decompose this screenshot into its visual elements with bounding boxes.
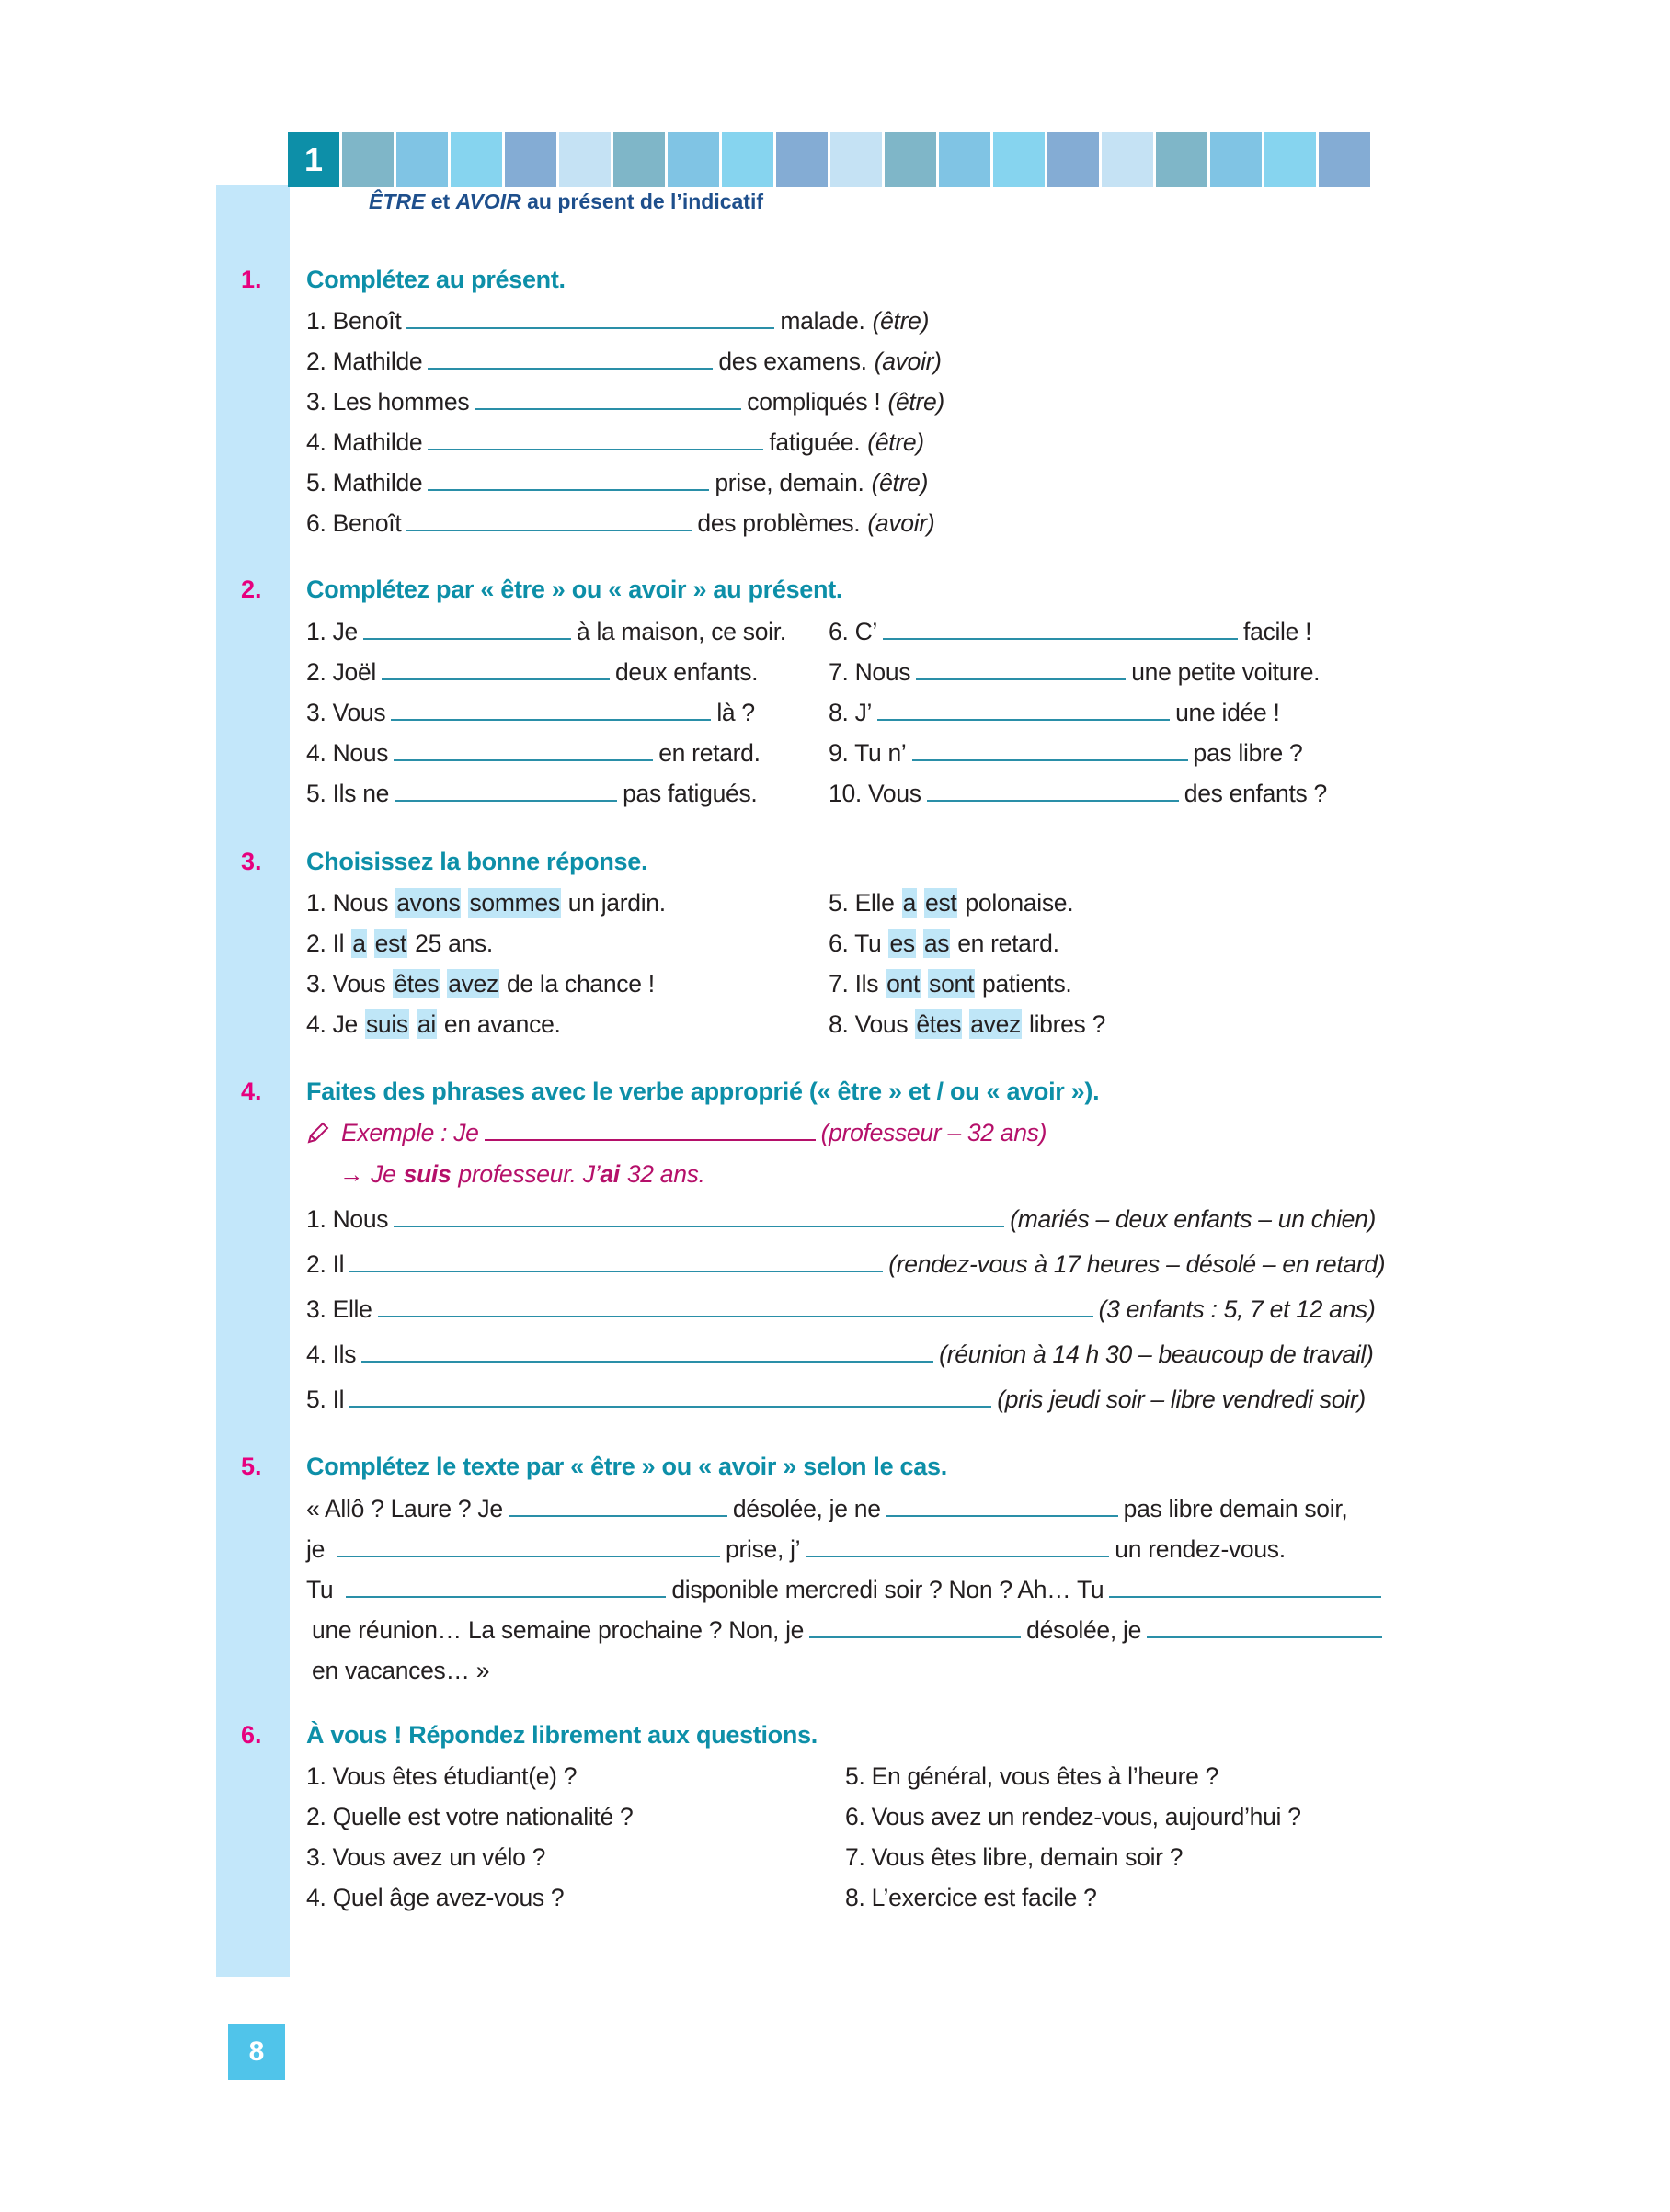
item-suffix: patients. <box>982 970 1072 998</box>
exercise-item <box>829 657 1320 687</box>
item-hint: (être) <box>867 428 924 456</box>
item-prefix: 3. Vous <box>306 970 386 998</box>
item-prefix: 2. Il <box>306 1250 345 1278</box>
choice-option[interactable]: as <box>923 929 950 957</box>
item-prefix: 8. J’ <box>829 699 873 726</box>
text-segment: désolée, je ne <box>732 1495 881 1522</box>
answer-blank[interactable] <box>806 1535 1109 1557</box>
subtitle-rest: au présent de l’indicatif <box>520 189 763 213</box>
item-prefix: 7. Ils <box>829 970 879 998</box>
item-prefix: 4. Mathilde <box>306 428 423 456</box>
question-item: 6. Vous avez un rendez-vous, aujourd’hui ? <box>845 1803 1301 1830</box>
item-prefix: 7. Nous <box>829 658 911 686</box>
choice-option[interactable]: es <box>889 929 915 957</box>
exercise-item <box>306 387 944 416</box>
answer-blank[interactable] <box>406 509 692 531</box>
exercise-number: 4. <box>241 1077 262 1105</box>
choice-item <box>306 888 666 918</box>
choice-item <box>829 969 1072 998</box>
answer-blank[interactable] <box>509 1495 727 1517</box>
text-line <box>306 1534 1286 1564</box>
answer-verb: suis <box>403 1160 452 1188</box>
answer-blank[interactable] <box>883 618 1238 640</box>
item-prefix: 6. Tu <box>829 929 882 957</box>
exercise-item <box>306 617 786 646</box>
exercise-number: 5. <box>241 1453 262 1480</box>
item-suffix: en retard. <box>658 739 761 767</box>
choice-option[interactable]: est <box>374 929 407 957</box>
choice-option[interactable]: avez <box>970 1010 1021 1038</box>
question-item: 2. Quelle est votre nationalité ? <box>306 1803 634 1830</box>
text-segment: « Allô ? Laure ? Je <box>306 1495 503 1522</box>
answer-blank[interactable] <box>346 1576 666 1598</box>
answer-blank[interactable] <box>809 1616 1021 1638</box>
exercise-title: Complétez au présent. <box>306 266 566 293</box>
item-suffix: pas fatigués. <box>623 780 758 807</box>
choice-option[interactable]: êtes <box>916 1010 962 1038</box>
text-segment: prise, j’ <box>726 1535 801 1563</box>
text-line <box>306 1494 1347 1523</box>
item-hint: (3 enfants : 5, 7 et 12 ans) <box>1098 1295 1376 1323</box>
example-blank <box>485 1119 816 1141</box>
subtitle-etre: ÊTRE <box>369 189 426 213</box>
chapter-number: 1 <box>288 132 339 187</box>
item-prefix: 1. Je <box>306 618 358 645</box>
header-square <box>939 132 990 187</box>
header-square <box>830 132 882 187</box>
example-prefix: Exemple : Je <box>341 1119 479 1146</box>
example-hint: (professeur – 32 ans) <box>820 1119 1047 1146</box>
exercise-item <box>306 347 942 376</box>
choice-option[interactable]: êtes <box>394 970 440 998</box>
exercise-title: Choisissez la bonne réponse. <box>306 848 648 875</box>
answer-text: Je <box>371 1160 396 1188</box>
answer-text: 32 ans. <box>626 1160 705 1188</box>
header-square <box>1156 132 1207 187</box>
answer-blank[interactable] <box>394 1205 1004 1227</box>
exercise-item <box>306 468 928 497</box>
item-hint: (être) <box>872 307 930 335</box>
header-square <box>776 132 828 187</box>
chapter-subtitle <box>369 189 763 214</box>
item-suffix: des enfants ? <box>1184 780 1327 807</box>
item-suffix: prise, demain. <box>715 469 864 496</box>
text-segment: Tu <box>306 1576 334 1603</box>
answer-blank[interactable] <box>877 699 1170 721</box>
answer-blank[interactable] <box>428 428 763 450</box>
exercise-item <box>306 1249 1385 1279</box>
header-square <box>396 132 448 187</box>
item-prefix: 6. Benoît <box>306 509 402 537</box>
text-line <box>312 1615 1388 1645</box>
item-suffix: des examens. <box>718 348 867 375</box>
item-prefix: 5. Mathilde <box>306 469 423 496</box>
example-line <box>306 1118 1047 1147</box>
header-square <box>1264 132 1316 187</box>
item-suffix: pas libre ? <box>1193 739 1303 767</box>
item-suffix: à la maison, ce soir. <box>576 618 786 645</box>
question-item: 4. Quel âge avez-vous ? <box>306 1884 565 1911</box>
choice-option[interactable]: sommes <box>469 889 560 917</box>
item-suffix: de la chance ! <box>506 970 655 998</box>
answer-blank[interactable] <box>428 469 709 491</box>
header-square <box>342 132 394 187</box>
item-prefix: 1. Nous <box>306 889 389 917</box>
header-square <box>722 132 773 187</box>
answer-blank[interactable] <box>391 699 711 721</box>
answer-blank[interactable] <box>428 348 713 370</box>
exercise-title: À vous ! Répondez librement aux questions. <box>306 1721 818 1749</box>
answer-blank[interactable] <box>378 1295 1093 1317</box>
pencil-icon <box>306 1121 330 1145</box>
exercise-title: Faites des phrases avec le verbe approprié (« être » et / ou « avoir »). <box>306 1077 1100 1105</box>
answer-blank[interactable] <box>395 780 617 802</box>
exercise-item <box>829 698 1280 727</box>
choice-item <box>829 929 1059 958</box>
choice-option[interactable]: est <box>925 889 957 917</box>
item-suffix: en retard. <box>957 929 1059 957</box>
header-square <box>668 132 719 187</box>
exercise-item <box>306 1340 1374 1369</box>
item-suffix: des problèmes. <box>697 509 861 537</box>
item-suffix: un jardin. <box>567 889 666 917</box>
item-prefix: 2. Il <box>306 929 345 957</box>
item-prefix: 4. Ils <box>306 1340 357 1368</box>
item-hint: (avoir) <box>874 348 942 375</box>
header-square <box>1102 132 1153 187</box>
choice-item <box>306 1009 561 1039</box>
answer-blank[interactable] <box>1109 1576 1381 1598</box>
item-suffix: malade. <box>780 307 865 335</box>
item-suffix: facile ! <box>1243 618 1312 645</box>
item-suffix: une petite voiture. <box>1131 658 1321 686</box>
header-square <box>1210 132 1262 187</box>
item-suffix: une idée ! <box>1175 699 1280 726</box>
choice-option[interactable]: avons <box>396 889 461 917</box>
item-prefix: 1. Benoît <box>306 307 402 335</box>
exercise-item <box>306 779 757 808</box>
item-prefix: 4. Nous <box>306 739 389 767</box>
item-prefix: 4. Je <box>306 1010 358 1038</box>
exercise-item <box>306 428 924 457</box>
text-segment: pas libre demain soir, <box>1123 1495 1348 1522</box>
text-segment: un rendez-vous. <box>1115 1535 1286 1563</box>
exercise-item <box>829 779 1327 808</box>
exercise-title: Complétez le texte par « être » ou « avoir » selon le cas. <box>306 1453 947 1480</box>
item-suffix: deux enfants. <box>614 658 759 686</box>
exercise-item <box>306 306 929 336</box>
answer-blank[interactable] <box>337 1535 720 1557</box>
item-prefix: 6. C’ <box>829 618 877 645</box>
choice-item <box>829 1009 1105 1039</box>
question-item: 1. Vous êtes étudiant(e) ? <box>306 1762 578 1790</box>
exercise-item <box>306 738 761 768</box>
item-prefix: 3. Elle <box>306 1295 372 1323</box>
exercise-item <box>829 738 1302 768</box>
item-prefix: 2. Joël <box>306 658 376 686</box>
answer-blank[interactable] <box>406 307 774 329</box>
choice-option[interactable]: suis <box>365 1010 408 1038</box>
answer-blank[interactable] <box>912 739 1188 761</box>
item-hint: (mariés – deux enfants – un chien) <box>1010 1205 1377 1233</box>
text-segment: disponible mercredi soir ? Non ? Ah… Tu <box>671 1576 1104 1603</box>
item-hint: (être) <box>871 469 929 496</box>
header-square <box>505 132 556 187</box>
answer-blank[interactable] <box>361 1340 933 1363</box>
exercise-number: 3. <box>241 848 262 875</box>
answer-blank[interactable] <box>349 1250 883 1272</box>
choice-option[interactable]: ont <box>886 970 921 998</box>
arrow-icon: → <box>339 1160 364 1188</box>
item-suffix: libres ? <box>1028 1010 1106 1038</box>
header-square <box>1319 132 1370 187</box>
item-suffix: en avance. <box>443 1010 561 1038</box>
choice-item <box>306 969 655 998</box>
header-square <box>993 132 1045 187</box>
item-suffix: polonaise. <box>965 889 1074 917</box>
choice-option[interactable]: sont <box>929 970 975 998</box>
choice-item <box>829 888 1073 918</box>
item-suffix: 25 ans. <box>415 929 493 957</box>
exercise-number: 1. <box>241 266 262 293</box>
item-suffix: fatiguée. <box>769 428 861 456</box>
item-prefix: 5. Ils ne <box>306 780 390 807</box>
chapter-header-band <box>288 132 1370 187</box>
subtitle-et: et <box>425 189 456 213</box>
item-hint: (rendez-vous à 17 heures – désolé – en retard) <box>888 1250 1386 1278</box>
exercise-item <box>829 617 1311 646</box>
header-square <box>1047 132 1099 187</box>
exercise-item <box>306 508 934 538</box>
item-hint: (avoir) <box>867 509 935 537</box>
item-prefix: 5. Il <box>306 1385 345 1413</box>
item-prefix: 10. Vous <box>829 780 921 807</box>
exercise-number: 6. <box>241 1721 262 1749</box>
answer-blank[interactable] <box>363 618 571 640</box>
example-answer <box>339 1159 705 1189</box>
question-item: 3. Vous avez un vélo ? <box>306 1843 546 1871</box>
item-prefix: 3. Vous <box>306 699 386 726</box>
text-line <box>312 1656 489 1685</box>
text-segment: en vacances… » <box>312 1657 490 1684</box>
answer-text: professeur. J’ <box>458 1160 601 1188</box>
item-hint: (réunion à 14 h 30 – beaucoup de travail) <box>939 1340 1374 1368</box>
exercise-number: 2. <box>241 576 262 603</box>
answer-verb: ai <box>600 1160 620 1188</box>
text-segment: désolée, je <box>1026 1616 1142 1644</box>
answer-blank[interactable] <box>927 780 1179 802</box>
answer-blank[interactable] <box>1147 1616 1382 1638</box>
exercise-item <box>306 1204 1376 1234</box>
item-prefix: 5. Elle <box>829 889 895 917</box>
choice-option[interactable]: a <box>902 889 917 917</box>
question-item: 5. En général, vous êtes à l’heure ? <box>845 1762 1219 1790</box>
answer-blank[interactable] <box>394 739 653 761</box>
question-item: 7. Vous êtes libre, demain soir ? <box>845 1843 1184 1871</box>
item-prefix: 1. Nous <box>306 1205 389 1233</box>
item-suffix: là ? <box>716 699 755 726</box>
subtitle-avoir: AVOIR <box>455 189 521 213</box>
item-prefix: 2. Mathilde <box>306 348 423 375</box>
answer-blank[interactable] <box>886 1495 1118 1517</box>
choice-item <box>306 929 493 958</box>
choice-option[interactable]: a <box>352 929 366 957</box>
item-hint: (pris jeudi soir – libre vendredi soir) <box>997 1385 1366 1413</box>
item-hint: (être) <box>887 388 944 416</box>
item-prefix: 3. Les hommes <box>306 388 470 416</box>
item-prefix: 9. Tu n’ <box>829 739 907 767</box>
exercise-item <box>306 698 755 727</box>
question-item: 8. L’exercice est facile ? <box>845 1884 1097 1911</box>
exercise-item <box>306 1385 1366 1414</box>
header-square <box>885 132 936 187</box>
answer-blank[interactable] <box>382 658 610 680</box>
text-line <box>306 1575 1387 1604</box>
header-square <box>559 132 611 187</box>
answer-blank[interactable] <box>349 1385 991 1408</box>
item-prefix: 8. Vous <box>829 1010 909 1038</box>
item-suffix: compliqués ! <box>747 388 881 416</box>
text-segment: une réunion… La semaine prochaine ? Non, je <box>312 1616 805 1644</box>
exercise-item <box>306 657 758 687</box>
answer-blank[interactable] <box>475 388 741 410</box>
choice-option[interactable]: ai <box>417 1010 436 1038</box>
header-square <box>451 132 502 187</box>
choice-option[interactable]: avez <box>448 970 498 998</box>
header-square <box>613 132 665 187</box>
answer-blank[interactable] <box>916 658 1126 680</box>
exercise-item <box>306 1294 1376 1324</box>
exercise-title: Complétez par « être » ou « avoir » au présent. <box>306 576 843 603</box>
text-segment: je <box>306 1535 326 1563</box>
page-number: 8 <box>228 2024 285 2080</box>
